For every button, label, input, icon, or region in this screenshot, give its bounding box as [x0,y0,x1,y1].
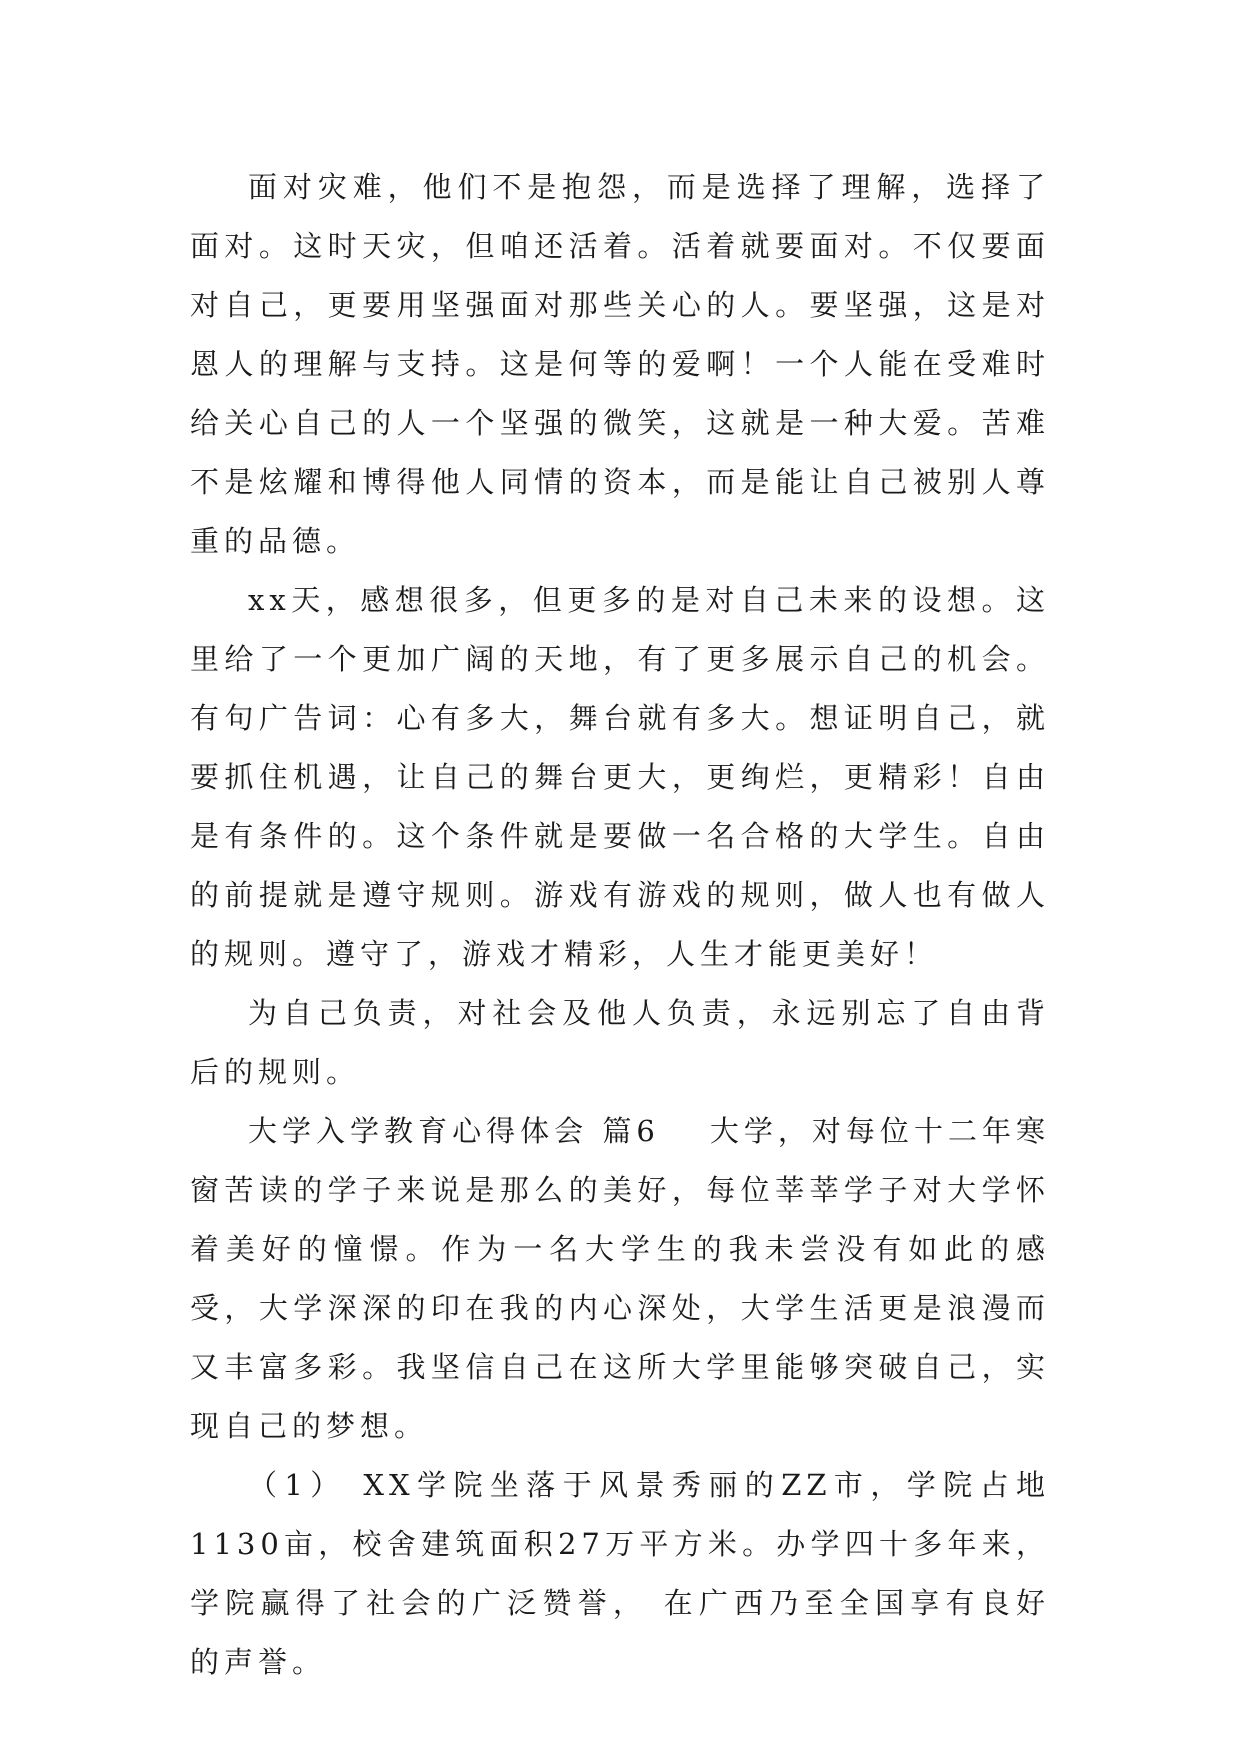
paragraph-responsibility: 为自己负责，对社会及他人负责，永远别忘了自由背后的规则。 [190,996,1050,1089]
paragraph-section-6 [190,1102,1050,1456]
paragraph-disaster: 面对灾难，他们不是抱怨，而是选择了理解，选择了面对。这时天灾，但咱还活着。活着就要面对。不仅要面对自己，更要用坚强面对那些关心的人。要坚强，这是对恩人的理解与支持。这是何等的爱啊！一个人能在受难时给关心自己的人一个坚强的微笑，这就是一种大爱。苦难不是炫耀和博得他人同情的资本，而是能让自己被别人尊重的品德。 [190,170,1050,558]
section-heading: 大学入学教育心得体会 篇6 [248,1114,660,1148]
paragraph-reflection: xx天，感想很多，但更多的是对自己未来的设想。这里给了一个更加广阔的天地，有了更多展示自己的机会。有句广告词：心有多大，舞台就有多大。想证明自己，就要抓住机遇，让自己的舞台更大，更绚烂，更精彩！自由是有条件的。这个条件就是要做一名合格的大学生。自由的前提就是遵守规则。游戏有游戏的规则，做人也有做人的规则。遵守了，游戏才精彩，人生才能更美好！ [190,583,1050,971]
paragraph-college-intro: （1） XX学院坐落于风景秀丽的ZZ市，学院占地1130亩，校舍建筑面积27万平方米。办学四十多年来，学院赢得了社会的广泛赞誉， 在广西乃至全国享有良好的声誉。 [190,1468,1050,1679]
section-body: 大学，对每位十二年寒窗苦读的学子来说是那么的美好，每位莘莘学子对大学怀着美好的憧憬。作为一名大学生的我未尝没有如此的感受，大学深深的印在我的内心深处，大学生活更是浪漫而又丰富多彩。我坚信自己在这所大学里能够突破自己，实现自己的梦想。 [190,1114,1050,1443]
document-body [190,158,1050,1692]
